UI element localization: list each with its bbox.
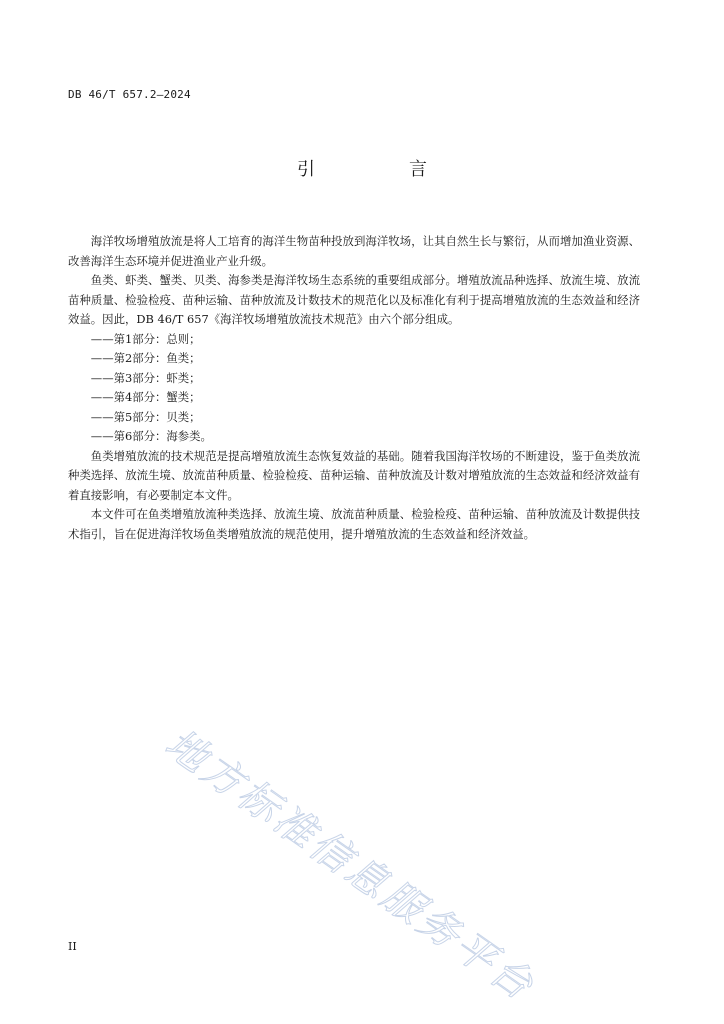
- part-list-item: ——第2部分：鱼类；: [90, 351, 201, 365]
- page-number: II: [68, 940, 77, 953]
- paragraph: 鱼类、虾类、蟹类、贝类、海参类是海洋牧场生态系统的重要组成部分。增殖放流品种选择、放流生境、放流苗种质量、检验检疫、苗种运输、苗种放流及计数技术的规范化以及标准化有利于提高增殖放流的生态效益和经济效益。因此，DB 46/T 657《海洋牧场增殖放流技术规范》由六个部分组成。: [68, 273, 640, 326]
- introduction-body: [68, 232, 640, 544]
- section-title: 引 言: [297, 159, 465, 180]
- part-list-item: ——第5部分：贝类；: [90, 409, 201, 424]
- part-list-item: ——第6部分：海参类。: [90, 429, 212, 443]
- part-list-item: ——第1部分：总则；: [90, 331, 201, 346]
- part-list-item: ——第4部分：蟹类；: [90, 390, 201, 404]
- standard-code: DB 46/T 657.2—2024: [68, 88, 191, 101]
- watermark: 地方标准信息服务平台: [156, 720, 544, 1011]
- paragraph: 本文件可在鱼类增殖放流种类选择、放流生境、放流苗种质量、检验检疫、苗种运输、苗种放流及计数提供技术指引，旨在促进海洋牧场鱼类增殖放流的规范使用，提升增殖放流的生态效益和经济效益。: [68, 507, 640, 541]
- part-list-item: ——第3部分：虾类；: [90, 370, 201, 385]
- paragraph: 海洋牧场增殖放流是将人工培育的海洋生物苗种投放到海洋牧场，让其自然生长与繁衍，从而增加渔业资源、改善海洋生态环境并促进渔业产业升级。: [68, 234, 640, 268]
- paragraph: 鱼类增殖放流的技术规范是提高增殖放流生态恢复效益的基础。随着我国海洋牧场的不断建设，鉴于鱼类放流种类选择、放流生境、放流苗种质量、检验检疫、苗种运输、苗种放流及计数对增殖放流的生态效益和经济效益有着直接影响，有必要制定本文件。: [68, 448, 640, 502]
